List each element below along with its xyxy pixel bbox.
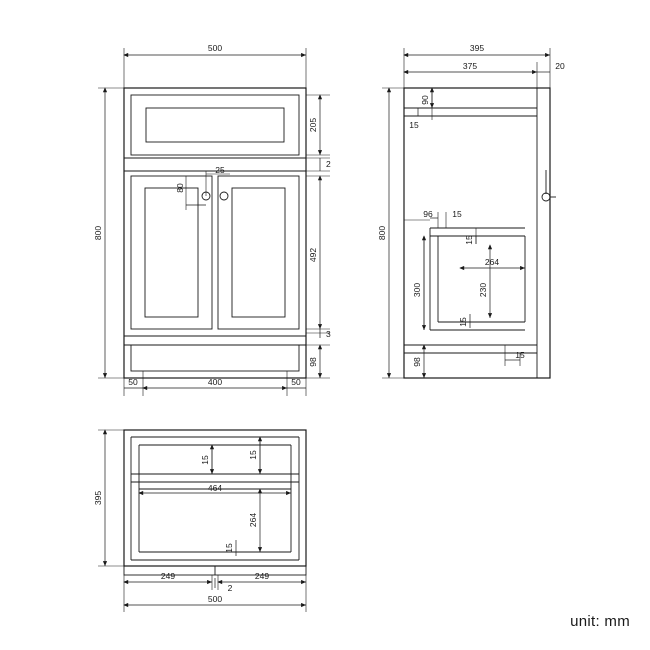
dim-plan-thickness-c: 15 (224, 543, 234, 553)
dim-front-doors-width: 400 (207, 377, 223, 387)
dim-front-top-panel: 205 (308, 117, 318, 133)
unit-note: unit: mm (570, 613, 630, 630)
dim-front-plinth: 98 (308, 357, 318, 367)
dim-side-thickness-c: 15 (458, 317, 468, 327)
dim-plan-width: 500 (207, 594, 223, 604)
dim-side-height: 800 (377, 225, 387, 241)
dim-front-gap-door: 3 (326, 329, 331, 339)
dim-front-left-side: 50 (128, 377, 138, 387)
dim-plan-thickness-b: 15 (248, 450, 258, 460)
front-elevation-view (93, 43, 331, 396)
dim-plan-right-door: 249 (254, 571, 270, 581)
dim-plan-thickness-a: 15 (200, 455, 210, 465)
dim-front-gap-top: 2 (326, 159, 331, 169)
dim-side-thickness-b: 15 (464, 235, 474, 245)
dim-side-thickness-a: 15 (452, 209, 462, 219)
dim-side-section-height: 300 (412, 282, 422, 298)
dim-side-top-drop: 90 (420, 95, 430, 105)
dim-front-handle-b: 25 (215, 165, 225, 175)
dim-side-opening-height: 230 (478, 282, 488, 298)
dim-front-height: 800 (93, 225, 103, 241)
dim-front-door-height: 492 (308, 247, 318, 263)
dim-plan-centre-gap: 2 (227, 583, 233, 593)
dim-side-offset-96: 96 (423, 209, 433, 219)
dim-plan-inner-width: 464 (207, 483, 223, 493)
dim-side-plinth: 98 (412, 357, 422, 367)
dim-side-body-depth: 375 (462, 61, 478, 71)
dim-side-base-thickness: 15 (515, 350, 525, 360)
dim-side-door-thickness: 20 (555, 61, 565, 71)
dim-side-depth: 395 (469, 43, 485, 53)
dim-plan-left-door: 249 (160, 571, 176, 581)
dim-front-handle-a: 80 (175, 183, 185, 193)
dim-plan-depth: 395 (93, 490, 103, 506)
dim-side-top-thickness: 15 (409, 120, 419, 130)
dim-front-right-side: 50 (291, 377, 301, 387)
side-elevation-view (377, 43, 565, 378)
dim-side-shelf-depth: 264 (484, 257, 500, 267)
dim-plan-inner-depth: 264 (248, 512, 258, 528)
dim-front-width: 500 (207, 43, 223, 53)
plan-view (93, 430, 306, 612)
